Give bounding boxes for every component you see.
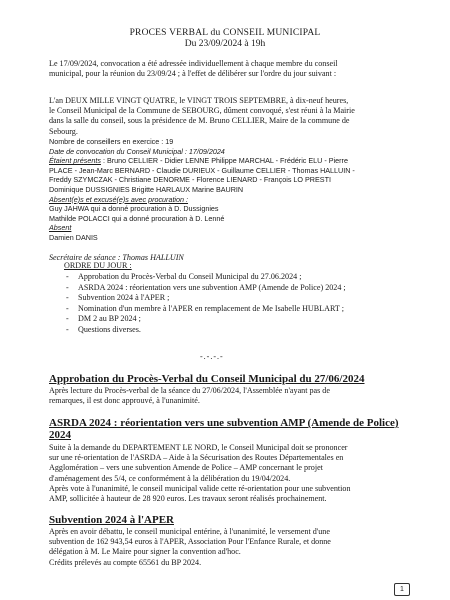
opening-line: L'an DEUX MILLE VINGT QUATRE, le VINGT TROIS SEPTEMBRE, à dix-neuf heures, — [49, 96, 349, 105]
section-heading-subvention: Subvention 2024 à l'APER — [49, 514, 174, 526]
presents-line: Dominique DUSSIGNIES Brigitte HARLAUX Marine BAURIN — [49, 184, 244, 194]
page-number: 1 — [394, 583, 410, 596]
document-date: Du 23/09/2024 à 19h — [184, 39, 266, 49]
procuration-line: Mathilde POLACCI qui a donné procuration à D. Lenné — [49, 213, 225, 223]
opening-line: dans la salle du conseil, sous la présidence de M. Bruno CELLIER, Maire de la commune de — [49, 116, 350, 126]
body-line: Après en avoir débattu, le conseil municipal entérine, à l'unanimité, le versement d'une — [49, 527, 330, 536]
convocation-date: Date de convocation du Conseil Municipal : 17/09/2024 — [49, 146, 225, 156]
agenda-item: - Questions diverses. — [66, 325, 346, 336]
body-line: remarques, il est donc approuvé, à l'unanimité. — [49, 396, 200, 406]
intro-paragraph — [49, 59, 421, 79]
agenda-item: - ASRDA 2024 : réorientation vers une subvention AMP (Amende de Police) 2024 ; — [66, 283, 346, 294]
body-line: Agglomération – vers une subvention Amende de Police – AMP concernant le projet — [49, 463, 323, 473]
agenda-list — [66, 272, 346, 335]
body-line: délégation à M. Le Maire pour signer la convention ad'hoc. — [49, 547, 241, 557]
body-line: sur une ré-orientation de l'ASRDA – Aide à la Sécurisation des Routes Départementales en — [49, 453, 344, 463]
opening-line: Sebourg. — [49, 126, 78, 136]
body-line: Crédits prélevés au compte 65561 du BP 2024. — [49, 557, 202, 567]
presents-line: PLACE - Jean-Marc BERNARD - Claudie DURIEUX - Guillaume CELLIER - Thomas HALLUIN - — [49, 165, 355, 175]
separator: -.-.-.- — [200, 352, 224, 361]
body-line: d'aménagement des 5/4, ce conformément à la délibération du 19/04/2024. — [49, 473, 291, 483]
procuration-line: Guy JAHWA qui a donné procuration à D. Dussignies — [49, 204, 219, 214]
section-body-approbation — [49, 386, 421, 406]
presents-label: Étaient présents — [49, 156, 101, 166]
agenda-item: - Nomination d'un membre à l'APER en remplacement de Me Isabelle HUBLART ; — [66, 304, 346, 315]
body-line: Après lecture du Procès-verbal de la séance du 27/06/2024, l'Assemblée n'ayant pas de — [49, 386, 330, 395]
absent-name: Damien DANIS — [49, 232, 98, 242]
section-body-asrda — [49, 443, 421, 504]
body-line: Après vote à l'unanimité, le conseil municipal valide cette ré-orientation pour une subvention — [49, 483, 351, 493]
opening-line: le Conseil Municipal de la Commune de SEBOURG, dûment convoqué, s'est réuni à la Mairie — [49, 106, 355, 116]
opening-paragraph — [49, 96, 421, 137]
agenda-item: - Approbation du Procès-Verbal du Conseil Municipal du 27.06.2024 ; — [66, 272, 346, 283]
agenda-title: ORDRE DU JOUR : — [64, 261, 132, 270]
attendance-block — [49, 137, 421, 243]
agenda-item: - Subvention 2024 à l'APER ; — [66, 293, 346, 304]
intro-line: municipal, pour la réunion du 23/09/24 ; à l'effet de délibérer sur l'ordre du jour suivant : — [49, 69, 337, 79]
section-heading-approbation: Approbation du Procès-Verbal du Conseil Municipal du 27/06/2024 — [49, 373, 365, 385]
section-heading-asrda: ASRDA 2024 : réorientation vers une subvention AMP (Amende de Police) 2024 — [49, 417, 399, 441]
body-line: AMP, sollicitée à hauteur de 28 920 euros. Les travaux seront réalisés prochainement. — [49, 494, 327, 504]
absent-label: Absent — [49, 223, 72, 233]
agenda-item: - DM 2 au BP 2024 ; — [66, 314, 346, 325]
document-title: PROCES VERBAL du CONSEIL MUNICIPAL — [129, 28, 321, 38]
presents-line: Freddy SZYMCZAK - Christiane DENORME - Florence LIENARD - François LO PRESTI — [49, 175, 331, 185]
body-line: subvention de 162 943,54 euros à l'APER, Association Pour l'Enfance Rurale, et donne — [49, 537, 331, 547]
body-line: Suite à la demande du DEPARTEMENT LE NORD, le Conseil Municipal doit se prononcer — [49, 443, 348, 452]
intro-line: Le 17/09/2024, convocation a été adressée individuellement à chaque membre du conseil — [49, 59, 338, 68]
section-body-subvention — [49, 527, 421, 568]
absents-label: Absent(e)s et excusé(e)s avec procuration : — [49, 194, 189, 204]
presents-line: Étaient présents : Bruno CELLIER - Didier LENNE Philippe MARCHAL - Frédéric ELU - Pierre — [49, 156, 348, 166]
secretary-line: Secrétaire de séance : Thomas HALLUIN — [49, 253, 184, 262]
members-count: Nombre de conseillers en exercice : 19 — [49, 137, 174, 146]
